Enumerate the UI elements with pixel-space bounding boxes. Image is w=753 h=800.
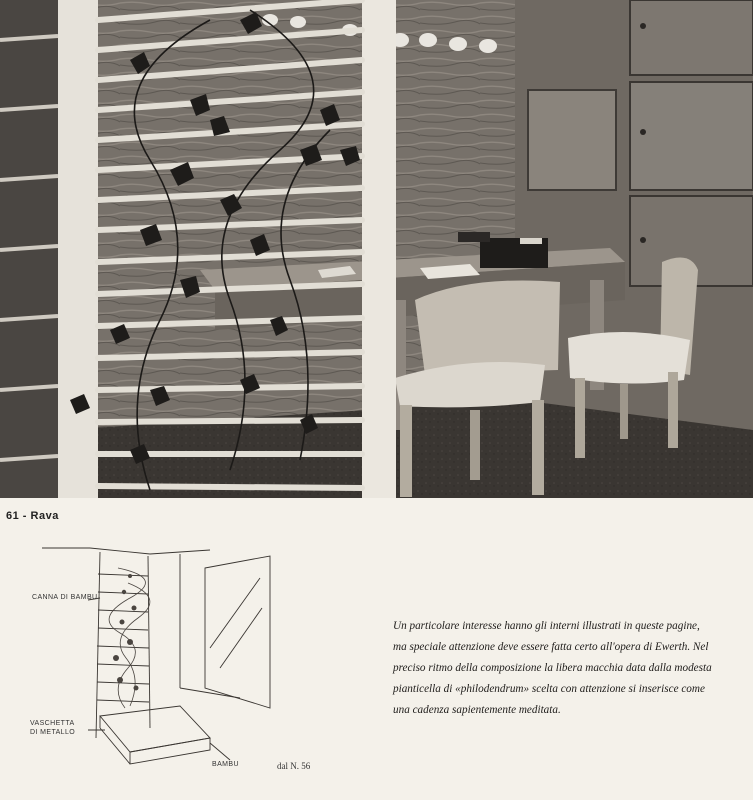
label-bamboo-cane: CANNA DI BAMBU: [32, 594, 98, 601]
text-line: ma speciale attenzione deve essere fatta certo all'opera di Ewerth. Nel: [393, 641, 709, 653]
label-bamboo: BAMBU: [212, 761, 239, 768]
label-metal-tray-2: DI METALLO: [30, 729, 76, 736]
text-line: una cadenza sapientemente meditata.: [393, 704, 561, 716]
text-line: Un particolare interesse hanno gli interni illustrati in queste pagine,: [393, 620, 700, 632]
bamboo-trellis-sketch: [30, 538, 290, 788]
label-metal-tray-1: VASCHETTA: [30, 720, 75, 727]
figure-caption: 61 - Rava: [6, 510, 59, 522]
text-line: pianticella di «philodendrum» scelta con attenzione si inserisce come: [393, 683, 705, 695]
article-text: [393, 616, 753, 721]
source-reference: dal N. 56: [277, 761, 311, 771]
text-line: preciso ritmo della composizione la libera macchia data dalla modesta: [393, 662, 712, 674]
